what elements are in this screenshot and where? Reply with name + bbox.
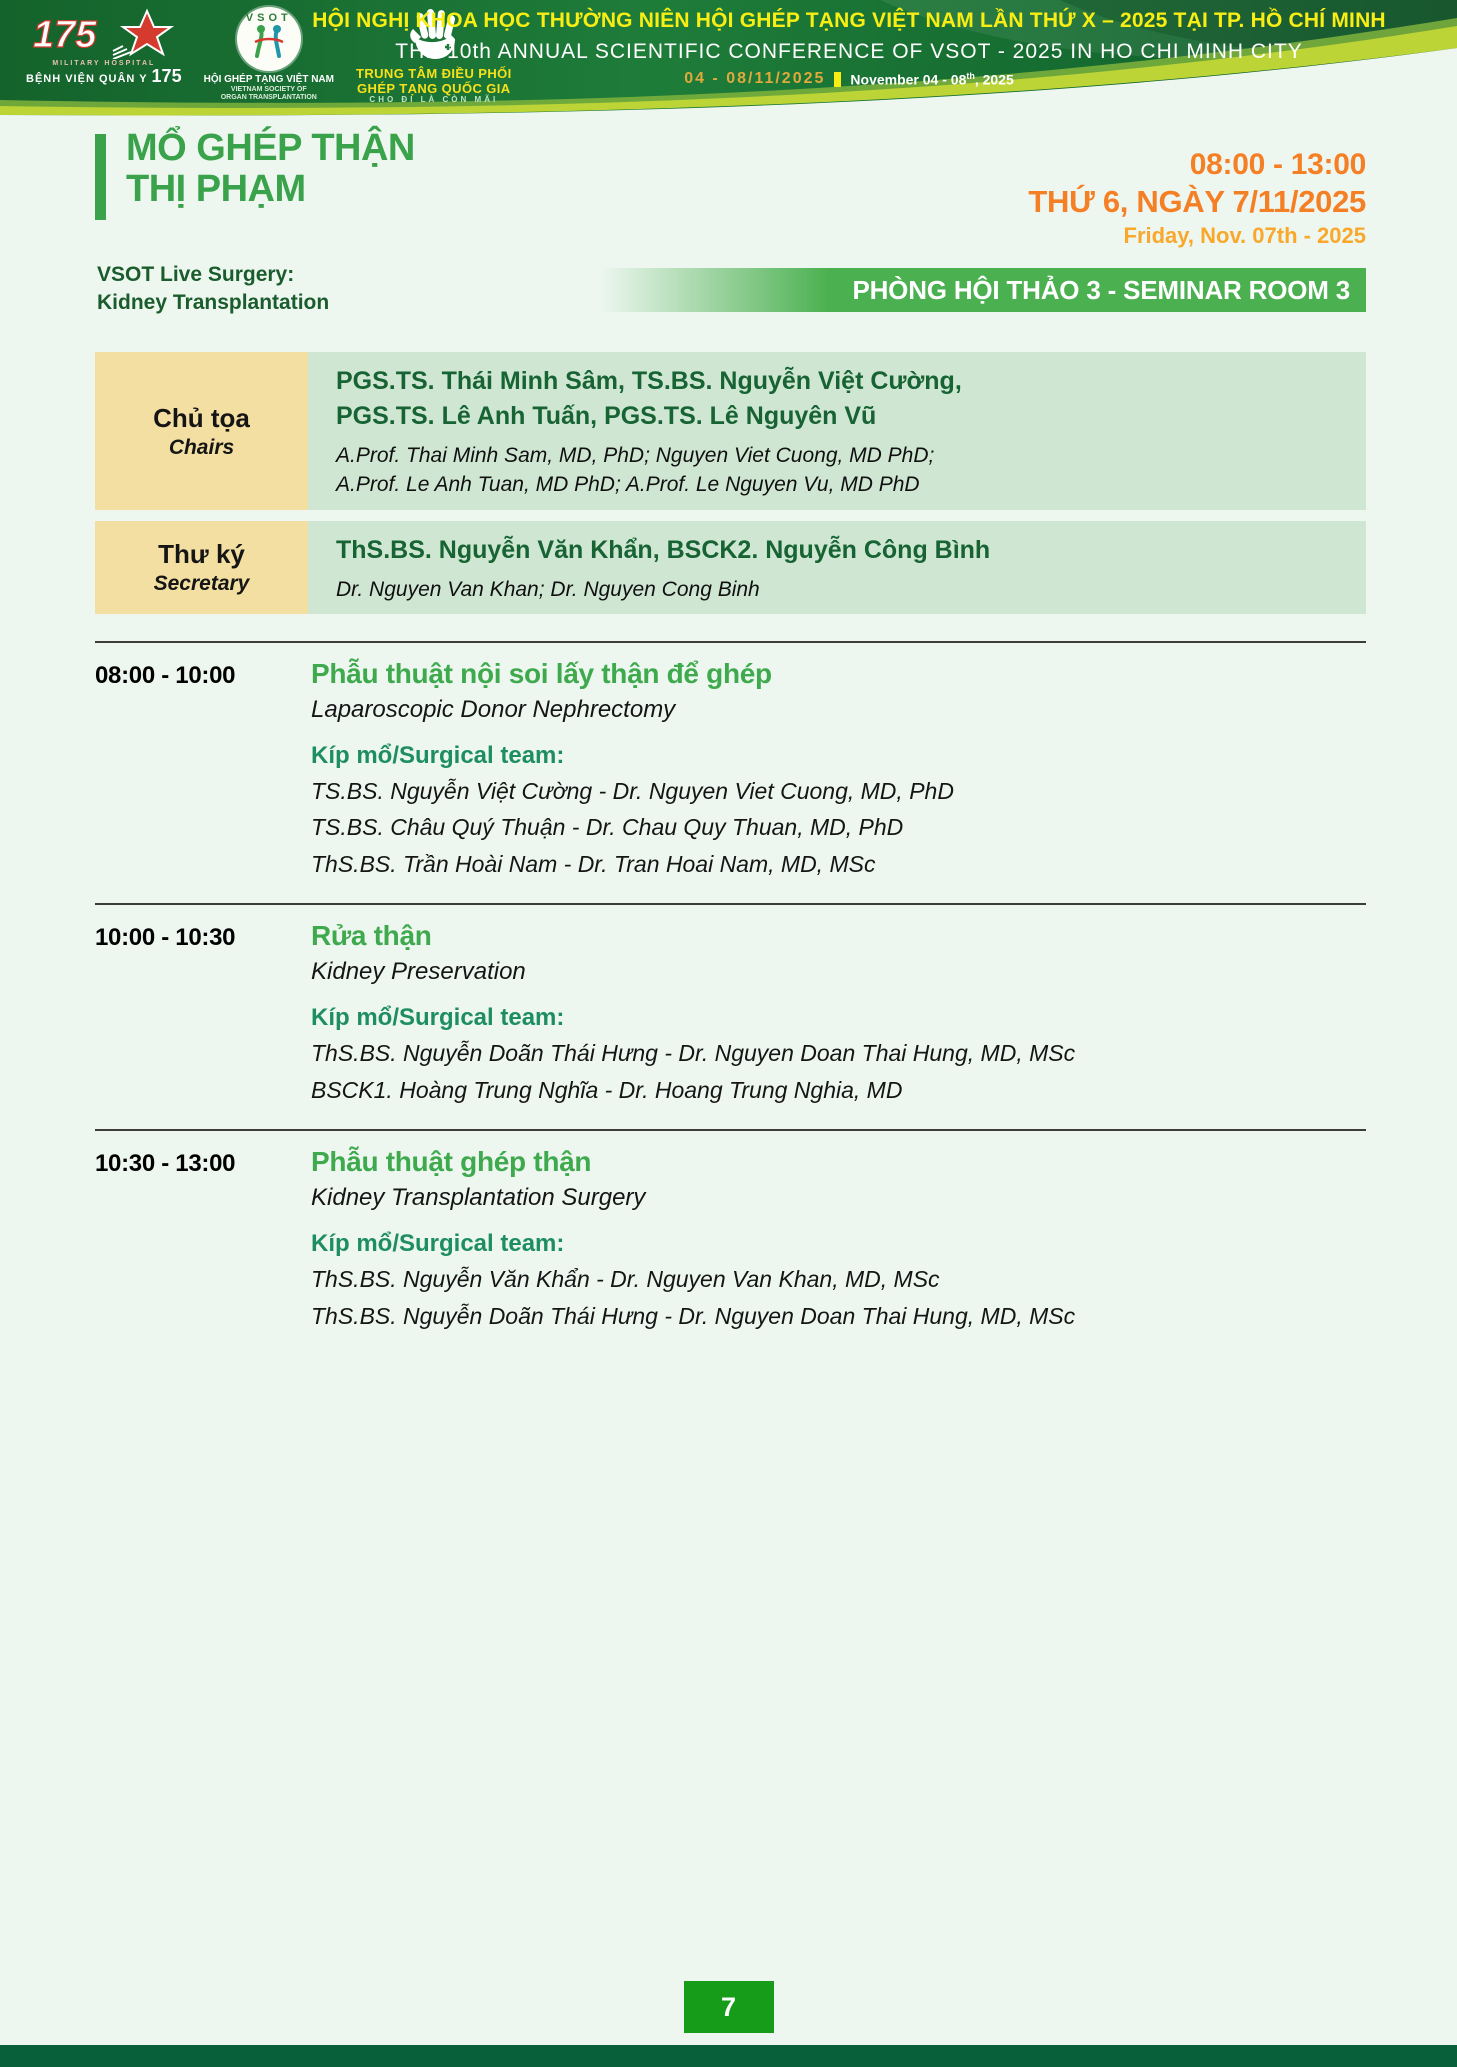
hospital-175-star-icon bbox=[29, 7, 179, 59]
secretary-label bbox=[95, 521, 308, 614]
page-number-badge: 7 bbox=[684, 1981, 774, 2033]
agenda-item-1-body bbox=[311, 658, 1366, 879]
session-time-range: 08:00 - 13:00 bbox=[1189, 148, 1366, 181]
conference-title-vi: HỘI NGHỊ KHOA HỌC THƯỜNG NIÊN HỘI GHÉP TẠNG VIỆT NAM LẦN THỨ X – 2025 TẠI TP. HỒ CHÍ MINH bbox=[312, 9, 1386, 32]
chairs-names-vi bbox=[336, 364, 1348, 434]
team-member: ThS.BS. Nguyễn Doãn Thái Hưng - Dr. Nguyen Doan Thai Hung, MD, MSc bbox=[311, 1040, 1076, 1067]
hospital-175-name-vi: BỆNH VIỆN QUÂN Y bbox=[26, 73, 148, 86]
hospital-175-name-en: MILITARY HOSPITAL bbox=[52, 60, 156, 67]
agenda-item-3-team-label: Kíp mổ/Surgical team: bbox=[311, 1230, 565, 1258]
session-subtitle-line1: VSOT Live Surgery: bbox=[97, 263, 295, 286]
agenda-item-3-time: 10:30 - 13:00 bbox=[95, 1150, 236, 1178]
title-accent-bar bbox=[95, 134, 106, 220]
hospital-175-number: 175 bbox=[151, 66, 182, 87]
date-en-tail: , 2025 bbox=[974, 71, 1014, 88]
agenda bbox=[95, 641, 1366, 1355]
agenda-item-2-time: 10:00 - 10:30 bbox=[95, 924, 236, 952]
agenda-item-1-team-label: Kíp mổ/Surgical team: bbox=[311, 742, 565, 769]
banner-text bbox=[255, 9, 1443, 88]
session-subtitle-line2: Kidney Transplantation bbox=[97, 290, 330, 314]
team-member: ThS.BS. Trần Hoài Nam - Dr. Tran Hoai Nam, MD, MSc bbox=[311, 850, 876, 877]
chairs-names-vi-line1: PGS.TS. Thái Minh Sâm, TS.BS. Nguyễn Việt Cường, bbox=[336, 367, 962, 396]
secretary-names bbox=[308, 521, 1366, 614]
conference-banner bbox=[0, 0, 1457, 118]
hospital-175-logo bbox=[26, 7, 182, 86]
team-member: ThS.BS. Nguyễn Văn Khẩn - Dr. Nguyen Van Khan, MD, MSc bbox=[311, 1266, 940, 1293]
session-subtitle bbox=[97, 261, 329, 316]
agenda-item-2-title-en: Kidney Preservation bbox=[311, 958, 526, 986]
agenda-item-3-title-en: Kidney Transplantation Surgery bbox=[311, 1184, 646, 1212]
vsot-name-vi: HỘI GHÉP TẠNG VIỆT NAM bbox=[203, 74, 334, 85]
session-title-block bbox=[95, 128, 415, 220]
session-title-line1: MỔ GHÉP THẬN bbox=[126, 127, 415, 169]
chairs-names-en bbox=[336, 442, 1348, 500]
agenda-item-2-body bbox=[311, 920, 1366, 1105]
conference-date-en bbox=[850, 71, 1013, 88]
conference-title-en: THE 10th ANNUAL SCIENTIFIC CONFERENCE OF VSOT - 2025 IN HO CHI MINH CITY bbox=[395, 40, 1303, 63]
agenda-item-1-title-vi: Phẫu thuật nội soi lấy thận để ghép bbox=[311, 658, 772, 689]
agenda-item-1-time: 08:00 - 10:00 bbox=[95, 662, 236, 689]
secretary-label-vi: Thư ký bbox=[158, 539, 245, 569]
chairs-label bbox=[95, 352, 308, 510]
chairs-names-vi-line2: PGS.TS. Lê Anh Tuấn, PGS.TS. Lê Nguyên Vũ bbox=[336, 402, 877, 431]
chairs-label-vi: Chủ tọa bbox=[153, 402, 250, 433]
svg-text:175: 175 bbox=[32, 14, 97, 56]
vsot-name-en-2: ORGAN TRANSPLANTATION bbox=[220, 93, 317, 101]
secretary-panel bbox=[95, 521, 1366, 614]
center-name-line2: GHÉP TẠNG QUỐC GIA bbox=[357, 80, 511, 96]
conference-dates bbox=[255, 70, 1443, 88]
vsot-name-en-1: VIETNAM SOCIETY OF bbox=[230, 85, 307, 93]
team-member: TS.BS. Nguyễn Việt Cường - Dr. Nguyen Viet Cuong, MD, PhD bbox=[311, 778, 954, 804]
agenda-item-2-title-vi: Rửa thận bbox=[311, 920, 432, 952]
secretary-label-en: Secretary bbox=[153, 572, 250, 595]
bottom-bar bbox=[0, 2045, 1457, 2067]
date-en-ordinal: th bbox=[966, 70, 975, 81]
team-member: TS.BS. Châu Quý Thuận - Dr. Chau Quy Thuan, MD, PhD bbox=[311, 814, 904, 841]
agenda-item-3-body bbox=[311, 1146, 1366, 1331]
secretary-names-vi: ThS.BS. Nguyễn Văn Khẩn, BSCK2. Nguyễn Công Bình bbox=[336, 535, 991, 564]
secretary-names-en: Dr. Nguyen Van Khan; Dr. Nguyen Cong Binh bbox=[336, 577, 760, 601]
vsot-circle-label: VSOT bbox=[245, 12, 292, 24]
agenda-item-1-title-en: Laparoscopic Donor Nephrectomy bbox=[311, 696, 676, 723]
team-member: ThS.BS. Nguyễn Doãn Thái Hưng - Dr. Nguyen Doan Thai Hung, MD, MSc bbox=[311, 1302, 1076, 1329]
center-name-line1: TRUNG TÂM ĐIỀU PHỐI bbox=[355, 66, 512, 81]
officials-panels bbox=[95, 352, 1366, 625]
agenda-item-2-team-label: Kíp mổ/Surgical team: bbox=[311, 1004, 565, 1032]
session-title bbox=[126, 128, 415, 220]
agenda-item-3-title-vi: Phẫu thuật ghép thận bbox=[311, 1146, 592, 1178]
center-slogan: CHO ĐI LÀ CÒN MÃI bbox=[369, 95, 499, 105]
hospital-175-caption bbox=[26, 60, 182, 86]
chairs-names bbox=[308, 352, 1366, 510]
session-date-vi: THỨ 6, NGÀY 7/11/2025 bbox=[1028, 184, 1366, 219]
conference-date-vi: 04 - 08/11/2025 bbox=[684, 70, 826, 87]
chairs-names-en-line1: A.Prof. Thai Minh Sam, MD, PhD; Nguyen Viet Cuong, MD PhD; bbox=[336, 444, 935, 468]
team-member: BSCK1. Hoàng Trung Nghĩa - Dr. Hoang Trung Nghia, MD bbox=[311, 1076, 903, 1103]
room-banner: PHÒNG HỘI THẢO 3 - SEMINAR ROOM 3 bbox=[600, 268, 1366, 312]
session-date-en: Friday, Nov. 07th - 2025 bbox=[1123, 223, 1366, 248]
agenda-item-1 bbox=[95, 641, 1366, 903]
date-separator-icon bbox=[834, 72, 841, 87]
agenda-item-2 bbox=[95, 903, 1366, 1129]
agenda-item-3 bbox=[95, 1129, 1366, 1355]
date-en-main: November 04 - 08 bbox=[850, 71, 967, 88]
chairs-label-en: Chairs bbox=[168, 435, 235, 459]
chairs-panel bbox=[95, 352, 1366, 510]
chairs-names-en-line2: A.Prof. Le Anh Tuan, MD PhD; A.Prof. Le Nguyen Vu, MD PhD bbox=[336, 473, 920, 496]
session-time-block bbox=[1028, 148, 1366, 249]
session-title-line2: THỊ PHẠM bbox=[126, 168, 306, 211]
